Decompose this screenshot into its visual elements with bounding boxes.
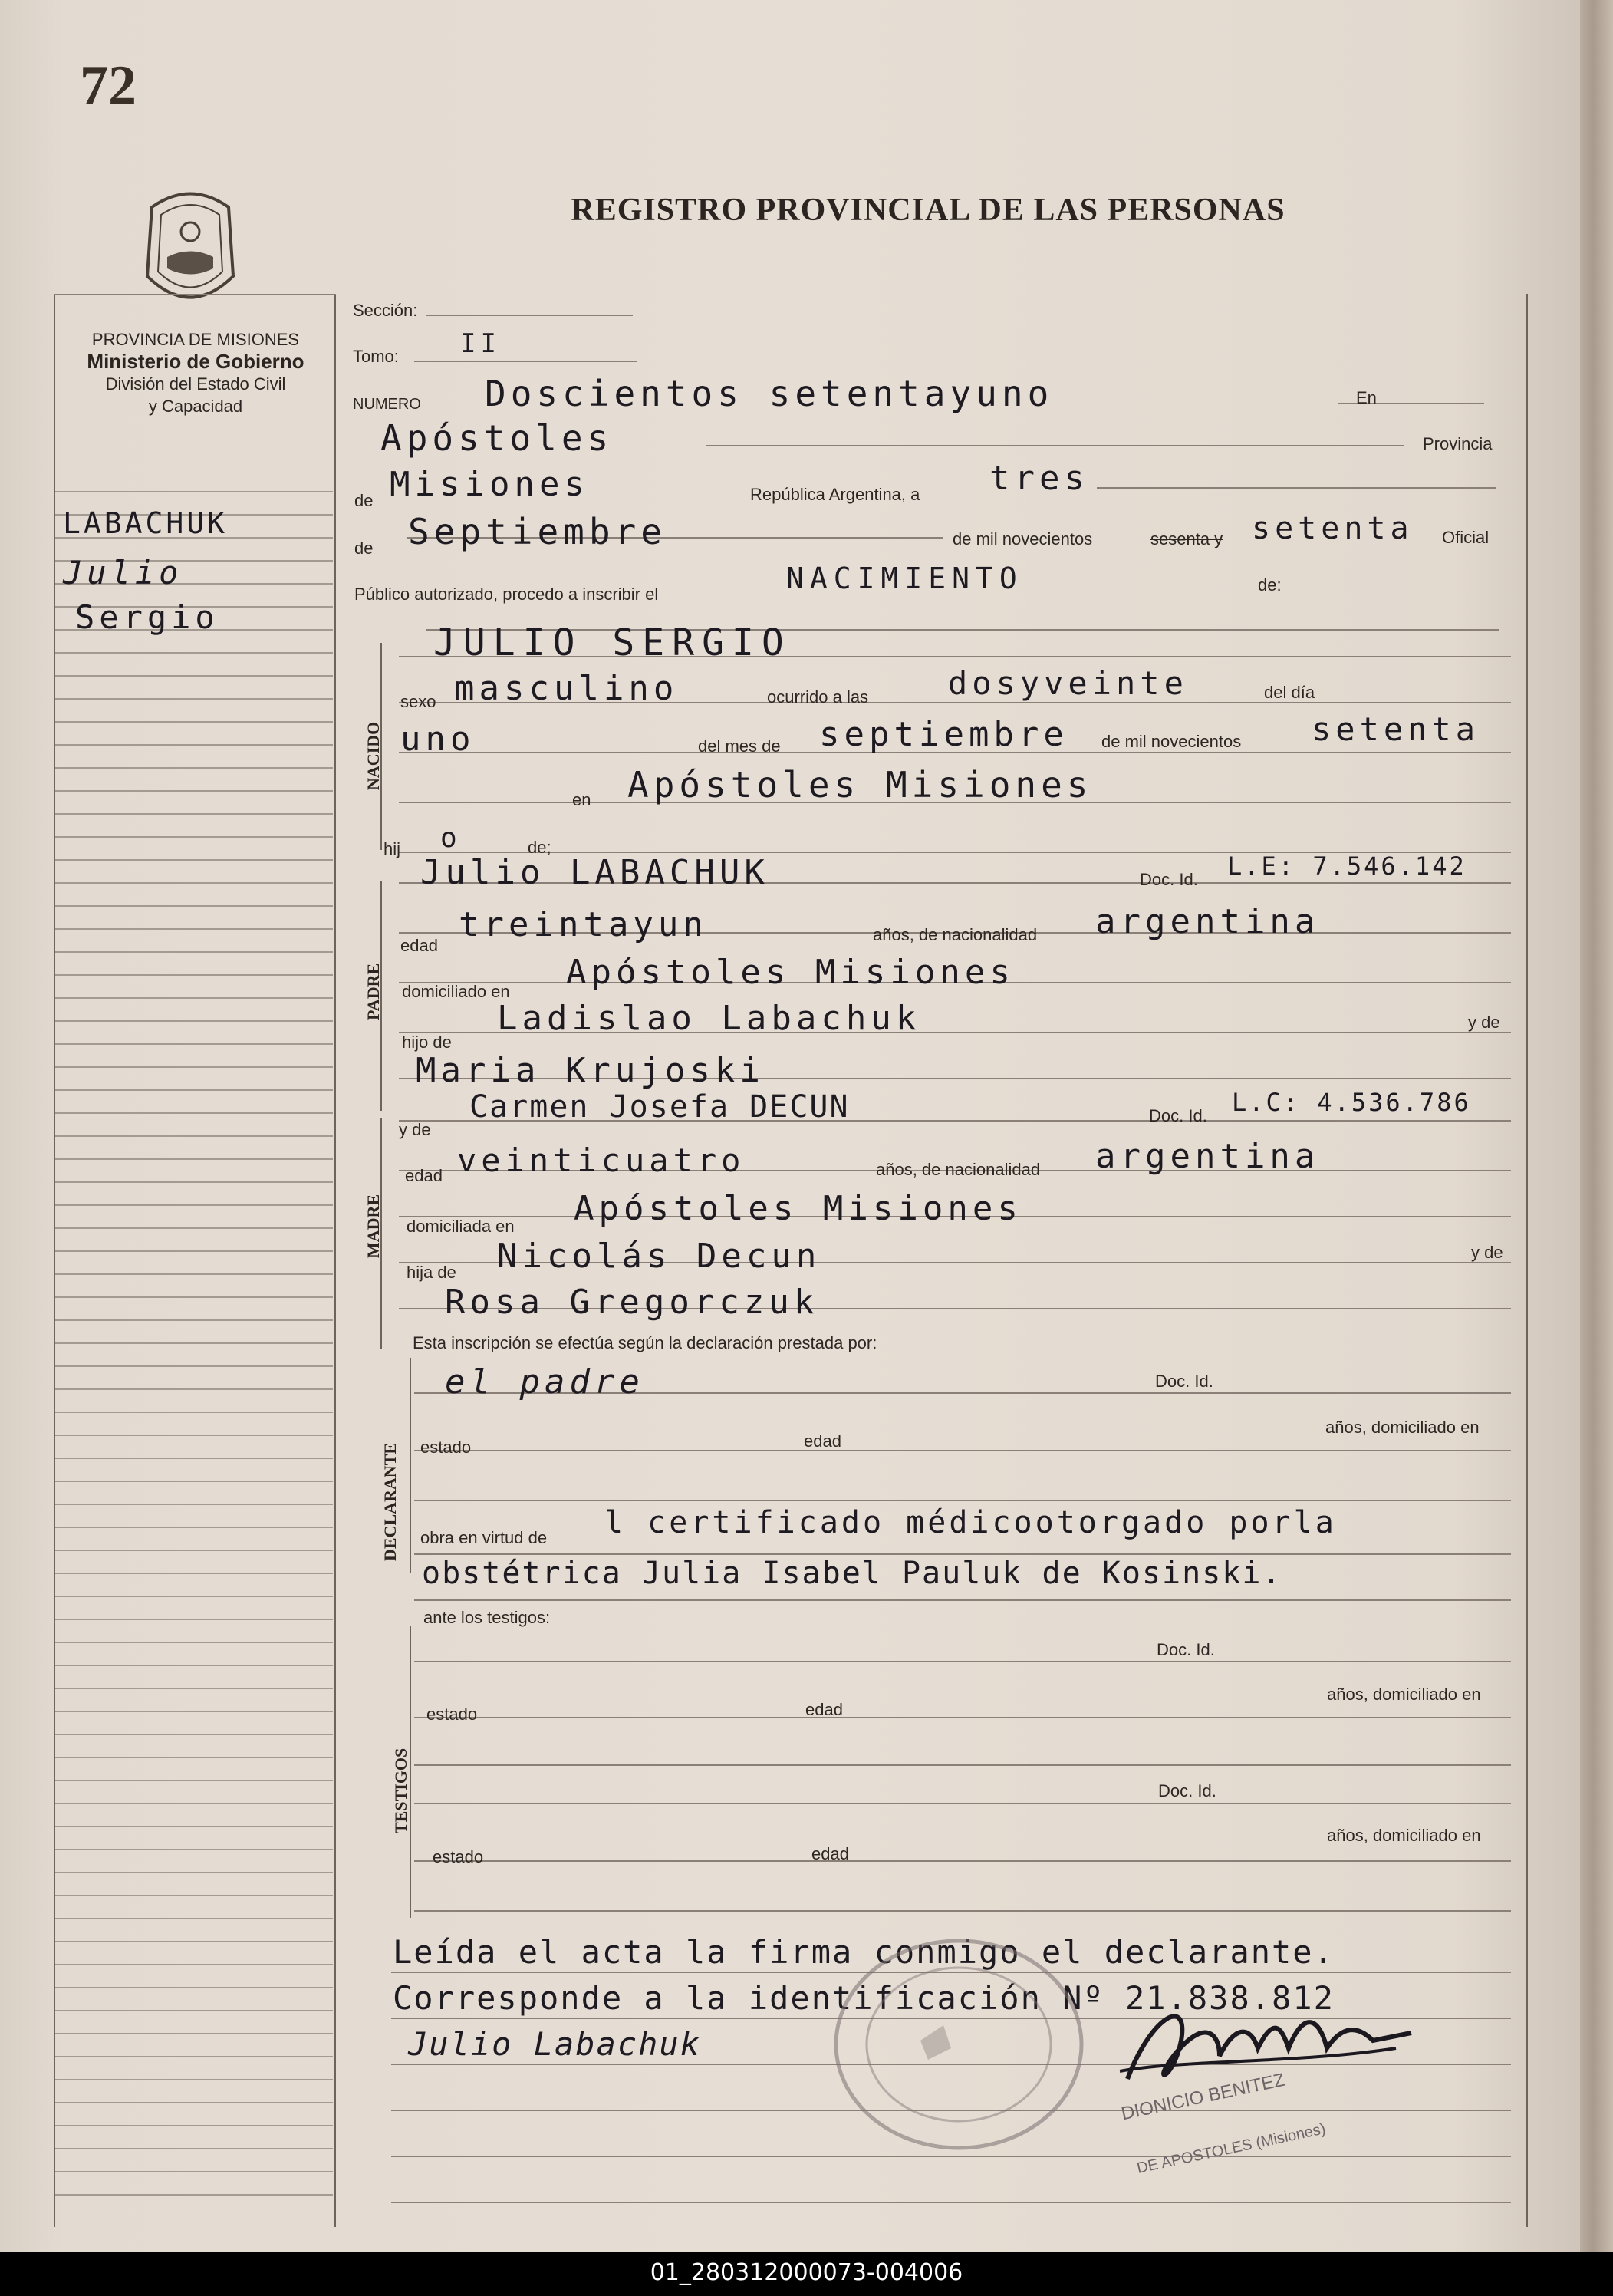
margin-ruled-line bbox=[55, 951, 333, 953]
line-seccion bbox=[426, 315, 633, 316]
label-en-2: en bbox=[572, 790, 591, 809]
label-doc-id-2: Doc. Id. bbox=[1149, 1106, 1207, 1125]
official-signature bbox=[1104, 1987, 1427, 2102]
label-anos-domic-2: años, domiciliado en bbox=[1327, 1685, 1481, 1704]
margin-ruled-line bbox=[55, 767, 333, 769]
section-declarante: DECLARANTE bbox=[380, 1442, 400, 1561]
margin-ruled-line bbox=[55, 1112, 333, 1114]
hw-sexo: masculino bbox=[454, 669, 679, 708]
margin-ruled-line bbox=[55, 1435, 333, 1436]
declarante-bracket bbox=[410, 1358, 411, 1573]
line-tomo bbox=[414, 361, 637, 362]
margin-ruled-line bbox=[55, 1803, 333, 1804]
margin-ruled-line bbox=[55, 2102, 333, 2103]
margin-ruled-line bbox=[55, 905, 333, 907]
section-testigos: TESTIGOS bbox=[391, 1748, 410, 1833]
label-hij: hij bbox=[383, 839, 401, 858]
label-anos-domic-1: años, domiciliado en bbox=[1325, 1418, 1480, 1437]
margin-ruled-line bbox=[55, 1365, 333, 1367]
hw-padre-domicilio: Apóstoles Misiones bbox=[566, 953, 1015, 992]
margin-ruled-line bbox=[55, 1458, 333, 1459]
hw-padre-doc: L.E: 7.546.142 bbox=[1227, 852, 1467, 881]
label-sexo: sexo bbox=[400, 692, 436, 711]
label-hijo-de: hijo de bbox=[402, 1033, 452, 1052]
margin-ruled-line bbox=[55, 1319, 333, 1321]
line-obra-2 bbox=[414, 1599, 1511, 1601]
line-dia bbox=[1097, 487, 1496, 489]
margin-ruled-line bbox=[55, 2033, 333, 2034]
margin-ruled-line bbox=[55, 2010, 333, 2011]
label-mil-novecientos: de mil novecientos bbox=[953, 529, 1093, 548]
hw-anio-nac: setenta bbox=[1312, 710, 1480, 748]
label-ocurrido: ocurrido a las bbox=[767, 687, 869, 707]
margin-ruled-line bbox=[55, 2125, 333, 2126]
label-nacionalidad-1: años, de nacionalidad bbox=[873, 925, 1038, 944]
line-domic-1 bbox=[414, 1500, 1511, 1501]
margin-ruled-line bbox=[55, 2148, 333, 2149]
label-del-dia: del día bbox=[1264, 683, 1315, 702]
margin-ruled-line bbox=[55, 1066, 333, 1068]
margin-ruled-line bbox=[55, 2079, 333, 2080]
hw-lugar: Apóstoles bbox=[380, 417, 614, 459]
label-inscripcion: Esta inscripción se efectúa según la declaración prestada por: bbox=[413, 1333, 877, 1352]
hw-dia-nac: uno bbox=[400, 720, 476, 759]
margin-ruled-line bbox=[55, 1665, 333, 1666]
book-page-edge bbox=[1580, 0, 1613, 2252]
margin-ruled-line bbox=[55, 1734, 333, 1735]
margin-ruled-line bbox=[55, 1020, 333, 1022]
margin-ruled-line bbox=[55, 1895, 333, 1896]
label-edad-3: edad bbox=[804, 1431, 841, 1451]
sidebar-issuer bbox=[54, 328, 337, 417]
label-oficial: Oficial bbox=[1442, 528, 1490, 547]
section-madre: MADRE bbox=[364, 1194, 383, 1258]
section-padre: PADRE bbox=[364, 963, 383, 1020]
label-estado-3: estado bbox=[433, 1847, 484, 1866]
hw-provincia: Misiones bbox=[390, 465, 589, 504]
line-domic-3 bbox=[414, 1910, 1511, 1912]
label-de-1: de bbox=[354, 491, 374, 510]
margin-ruled-line bbox=[55, 1826, 333, 1827]
sidebar-division-2: y Capacidad bbox=[148, 397, 243, 416]
margin-ruled-line bbox=[55, 1964, 333, 1965]
label-publico: Público autorizado, procedo a inscribir el bbox=[354, 585, 659, 604]
margin-ruled-line bbox=[55, 1227, 333, 1229]
line-cierre-6 bbox=[391, 2202, 1511, 2203]
margin-ruled-line bbox=[55, 836, 333, 838]
margin-ruled-line bbox=[55, 1550, 333, 1551]
margin-surname: LABACHUK bbox=[63, 506, 229, 540]
label-doc-id-5: Doc. Id. bbox=[1158, 1781, 1216, 1800]
margin-ruled-line bbox=[55, 1596, 333, 1597]
hw-padre-nacionalidad: argentina bbox=[1095, 902, 1320, 941]
page-title: REGISTRO PROVINCIAL DE LAS PERSONAS bbox=[571, 193, 1285, 228]
label-y-de-1: y de bbox=[1468, 1013, 1500, 1032]
margin-ruled-line bbox=[55, 1941, 333, 1942]
hw-madre-nombre: Carmen Josefa DECUN bbox=[469, 1089, 850, 1125]
margin-second-name: Sergio bbox=[75, 598, 219, 636]
hw-dia: tres bbox=[989, 459, 1089, 498]
hw-mes-nac: septiembre bbox=[819, 715, 1068, 754]
label-doc-id-1: Doc. Id. bbox=[1140, 870, 1198, 889]
label-domiciliada: domiciliada en bbox=[407, 1217, 515, 1236]
margin-ruled-line bbox=[55, 1642, 333, 1643]
margin-ruled-line bbox=[55, 721, 333, 723]
line-cierre-5 bbox=[391, 2156, 1511, 2157]
label-de-2: de bbox=[354, 539, 374, 558]
label-domiciliado-1: domiciliado en bbox=[402, 982, 510, 1001]
margin-ruled-line bbox=[55, 1527, 333, 1528]
margin-ruled-line bbox=[55, 790, 333, 792]
hw-madre-doc: L.C: 4.536.786 bbox=[1232, 1088, 1471, 1117]
hw-acto: NACIMIENTO bbox=[786, 562, 1023, 595]
label-en: En bbox=[1356, 388, 1377, 407]
hw-numero: Doscientos setentayuno bbox=[485, 373, 1054, 414]
hw-certificado-1: l certificado médicootorgado porla bbox=[604, 1505, 1337, 1540]
margin-ruled-line bbox=[55, 1250, 333, 1252]
line-obra bbox=[414, 1553, 1511, 1555]
line-lugar bbox=[706, 445, 1404, 446]
margin-ruled-line bbox=[55, 1573, 333, 1574]
margin-ruled-line bbox=[55, 882, 333, 884]
hw-hora: dosyveinte bbox=[948, 664, 1188, 702]
footer-bar bbox=[0, 2252, 1613, 2296]
margin-ruled-line bbox=[55, 974, 333, 976]
margin-ruled-line bbox=[55, 1481, 333, 1482]
margin-ruled-line bbox=[55, 652, 333, 654]
hw-madre-edad: veinticuatro bbox=[457, 1141, 746, 1179]
margin-ruled-line bbox=[55, 1412, 333, 1413]
label-edad-5: edad bbox=[811, 1844, 849, 1863]
line-estado-1 bbox=[414, 1450, 1511, 1451]
margin-ruled-line bbox=[55, 2056, 333, 2057]
line-estado-3 bbox=[414, 1860, 1511, 1862]
label-hija-de: hija de bbox=[407, 1263, 456, 1282]
margin-ruled-line bbox=[55, 1388, 333, 1390]
margin-ruled-line bbox=[55, 859, 333, 861]
margin-ruled-line bbox=[55, 1158, 333, 1160]
footer-id: 01_280312000073-004006 bbox=[650, 2259, 963, 2286]
hw-madre-nacionalidad: argentina bbox=[1095, 1137, 1320, 1176]
hw-abuelo-materno: Nicolás Decun bbox=[497, 1237, 821, 1276]
line-estado-2 bbox=[414, 1717, 1511, 1718]
label-estado-1: estado bbox=[420, 1438, 472, 1457]
sidebar-ministry: Ministerio de Gobierno bbox=[87, 350, 304, 373]
margin-ruled-line bbox=[55, 928, 333, 930]
section-nacido: NACIDO bbox=[364, 721, 383, 790]
label-republica: República Argentina, a bbox=[750, 485, 920, 504]
form-right-border bbox=[1526, 294, 1528, 2227]
line-testigo-2 bbox=[414, 1803, 1511, 1804]
margin-ruled-line bbox=[55, 1204, 333, 1206]
label-y-de-2: y de bbox=[399, 1120, 431, 1139]
label-ante-testigos: ante los testigos: bbox=[423, 1608, 551, 1627]
label-del-mes: del mes de bbox=[698, 736, 781, 756]
margin-right-border bbox=[334, 294, 336, 2227]
hw-madre-domicilio: Apóstoles Misiones bbox=[574, 1189, 1022, 1228]
stamp-line-2: DE APOSTOLES (Misiones) bbox=[1135, 2120, 1328, 2177]
label-doc-id-4: Doc. Id. bbox=[1157, 1640, 1215, 1659]
hw-year: setenta bbox=[1252, 511, 1414, 546]
line-testigo-1 bbox=[414, 1661, 1511, 1662]
margin-ruled-line bbox=[55, 2194, 333, 2196]
hw-lugar-nac: Apóstoles Misiones bbox=[627, 764, 1093, 805]
margin-top-border bbox=[54, 294, 336, 295]
label-tomo: Tomo: bbox=[353, 347, 399, 366]
margin-ruled-line bbox=[55, 813, 333, 815]
margin-ruled-line bbox=[55, 1043, 333, 1045]
hw-abuela-paterna: Maria Krujoski bbox=[416, 1051, 765, 1090]
label-de-3: de: bbox=[1258, 575, 1282, 595]
label-y-de-3: y de bbox=[1471, 1243, 1503, 1262]
margin-ruled-line bbox=[55, 1135, 333, 1137]
label-seccion: Sección: bbox=[353, 301, 418, 320]
label-estado-2: estado bbox=[426, 1705, 478, 1724]
label-provincia: Provincia bbox=[1423, 434, 1493, 453]
hw-tomo: II bbox=[460, 328, 501, 359]
hw-cierre-2: Corresponde a la identificación Nº 21.838.812 bbox=[393, 1979, 1335, 2017]
label-obra: obra en virtud de bbox=[420, 1528, 548, 1547]
label-numero: NUMERO bbox=[353, 396, 421, 413]
hw-abuela-materna: Rosa Gregorczuk bbox=[445, 1283, 819, 1322]
margin-ruled-line bbox=[55, 997, 333, 999]
margin-ruled-line bbox=[55, 1987, 333, 1988]
margin-ruled-line bbox=[55, 1181, 333, 1183]
margin-ruled-line bbox=[55, 698, 333, 700]
official-stamp-icon bbox=[828, 1933, 1089, 2156]
margin-ruled-line bbox=[55, 1619, 333, 1620]
label-mil-novecientos-2: de mil novecientos bbox=[1101, 732, 1242, 751]
hw-declarante: el padre bbox=[445, 1362, 644, 1402]
label-edad-4: edad bbox=[805, 1700, 843, 1719]
margin-ruled-line bbox=[55, 1688, 333, 1689]
hw-cierre-1: Leída el acta la firma conmigo el declarante. bbox=[393, 1933, 1335, 1971]
margin-ruled-line bbox=[55, 1711, 333, 1712]
hw-nombre: JULIO SERGIO bbox=[433, 621, 792, 664]
hw-year-struck: sesenta y bbox=[1150, 529, 1223, 548]
sidebar-division-1: División del Estado Civil bbox=[105, 374, 286, 394]
margin-ruled-line bbox=[55, 1872, 333, 1873]
margin-ruled-line bbox=[55, 1780, 333, 1781]
margin-ruled-line bbox=[55, 2171, 333, 2172]
margin-ruled-line bbox=[55, 744, 333, 746]
margin-ruled-line bbox=[55, 1504, 333, 1505]
hw-certificado-2: obstétrica Julia Isabel Pauluk de Kosinski. bbox=[422, 1556, 1282, 1591]
sidebar-province: PROVINCIA DE MISIONES bbox=[91, 330, 300, 349]
page-number: 72 bbox=[80, 54, 137, 117]
hw-padre-edad: treintayun bbox=[459, 905, 708, 944]
margin-ruled-line bbox=[55, 1342, 333, 1344]
hw-abuelo-paterno: Ladislao Labachuk bbox=[497, 999, 921, 1038]
hw-mes: Septiembre bbox=[408, 511, 667, 552]
label-edad-2: edad bbox=[405, 1166, 443, 1185]
label-doc-id-3: Doc. Id. bbox=[1155, 1372, 1213, 1391]
margin-ruled-line bbox=[55, 1757, 333, 1758]
hw-padre-nombre: Julio LABACHUK bbox=[420, 853, 769, 892]
hw-firma-declarante: Julio Labachuk bbox=[408, 2025, 702, 2063]
stamp-name: DIONICIO BENITEZ bbox=[1119, 2069, 1287, 2125]
label-nacionalidad-2: años, de nacionalidad bbox=[876, 1160, 1041, 1179]
margin-first-name: Julio bbox=[63, 554, 183, 591]
label-anos-domic-3: años, domiciliado en bbox=[1327, 1826, 1481, 1845]
margin-ruled-line bbox=[55, 1273, 333, 1275]
margin-ruled-line bbox=[55, 491, 333, 492]
label-edad-1: edad bbox=[400, 936, 438, 955]
margin-ruled-line bbox=[55, 1089, 333, 1091]
line-domic-2 bbox=[414, 1764, 1511, 1766]
hw-hijo: o bbox=[440, 822, 462, 854]
margin-ruled-line bbox=[55, 675, 333, 677]
margin-ruled-line bbox=[55, 1296, 333, 1298]
margin-ruled-line bbox=[55, 1918, 333, 1919]
label-de-4: de; bbox=[528, 838, 551, 857]
margin-ruled-line bbox=[55, 1849, 333, 1850]
